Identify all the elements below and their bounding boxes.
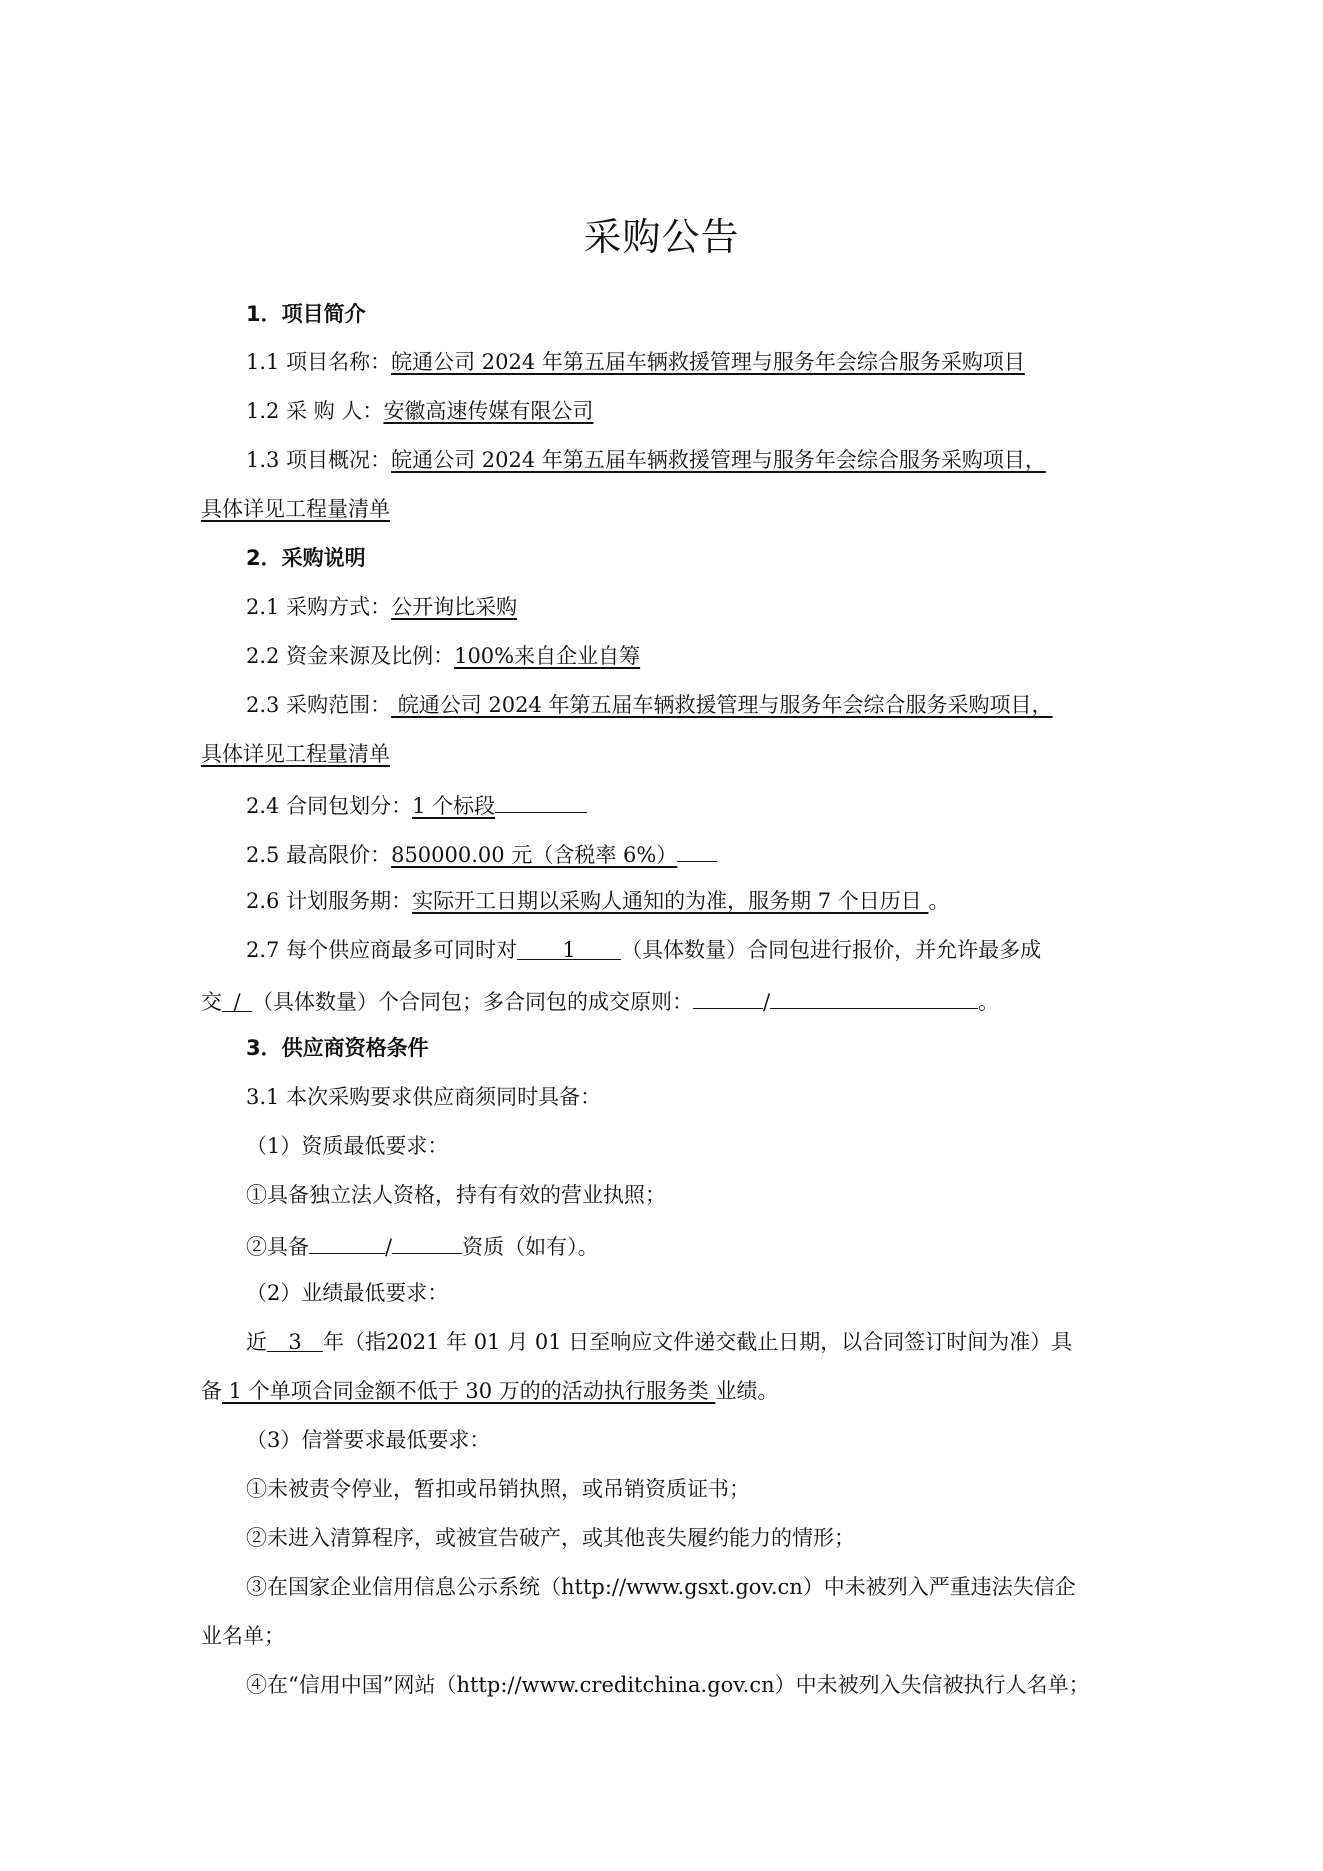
item-2-4-label: 2.4 合同包划分： <box>246 794 413 818</box>
req-1-b-text-b: 资质（如有）。 <box>462 1235 599 1259</box>
req-1-b <box>246 1229 599 1262</box>
item-2-5 <box>246 837 717 870</box>
section-heading-1: 1．项目简介 <box>246 302 366 326</box>
item-2-4-value: 1 个标段 <box>412 794 496 818</box>
item-1-3 <box>246 445 1046 475</box>
item-2-1 <box>246 592 517 622</box>
section-heading-2: 2．采购说明 <box>246 546 366 570</box>
item-2-2 <box>246 641 640 671</box>
page-title: 采购公告 <box>583 215 740 259</box>
req-2-text-b: 年（指2021 年 01 月 01 日至响应文件递交截止日期，以合同签订时间为准）具 <box>323 1330 1073 1354</box>
req-2-text-d: 业绩。 <box>715 1379 779 1403</box>
blank-line <box>392 1229 462 1254</box>
item-1-3-cont <box>201 494 390 524</box>
section-heading-3: 3．供应商资格条件 <box>246 1036 429 1060</box>
blank-line <box>309 1229 385 1254</box>
item-2-7-slash: / <box>763 990 771 1014</box>
item-2-7-cont <box>201 984 999 1017</box>
req-2-heading: （2）业绩最低要求： <box>246 1281 449 1305</box>
item-2-7-text-b: （具体数量）合同包进行报价，并允许最多成 <box>621 938 1042 962</box>
req-2-text-a: 近 <box>246 1330 267 1354</box>
item-2-7-count: 1 <box>517 935 621 960</box>
blank-line <box>770 984 978 1009</box>
item-2-6-end: 。 <box>928 889 950 913</box>
blank-line <box>677 837 717 862</box>
item-2-7 <box>246 935 1041 965</box>
item-2-3 <box>246 690 1053 720</box>
req-2-line-1 <box>246 1327 1072 1357</box>
item-1-2-label: 1.2 采 购 人： <box>246 399 384 423</box>
item-2-3-value: 皖通公司 2024 年第五届车辆救援管理与服务年会综合服务采购项目， <box>391 693 1053 717</box>
item-3-1: 3.1 本次采购要求供应商须同时具备： <box>246 1085 602 1109</box>
item-2-7-end: 。 <box>978 990 1000 1014</box>
item-2-3-label: 2.3 采购范围： <box>246 693 392 717</box>
item-2-2-value: 100%来自企业自筹 <box>454 644 641 668</box>
req-2-years: 3 <box>267 1327 323 1352</box>
item-2-6-label: 2.6 计划服务期： <box>246 889 413 913</box>
req-3-d: ④在“信用中国”网站（http://www.creditchina.gov.cn）中未被列入失信被执行人名单； <box>246 1673 1090 1697</box>
item-2-2-label: 2.2 资金来源及比例： <box>246 644 455 668</box>
item-2-7-text-d: （具体数量）个合同包；多合同包的成交原则： <box>252 990 693 1014</box>
item-1-3-label: 1.3 项目概况： <box>246 448 392 472</box>
item-1-1-value: 皖通公司 2024 年第五届车辆救援管理与服务年会综合服务采购项目 <box>391 350 1025 374</box>
item-2-6-value: 实际开工日期以采购人通知的为准，服务期 7 个日历日 <box>412 889 929 913</box>
item-2-7-text-c: 交 <box>201 990 222 1014</box>
req-3-a: ①未被责令停业，暂扣或吊销执照，或吊销资质证书； <box>246 1477 750 1501</box>
item-2-7-award-count: / <box>222 987 252 1012</box>
item-1-1-label: 1.1 项目名称： <box>246 350 392 374</box>
item-2-1-value: 公开询比采购 <box>391 595 518 619</box>
req-1-b-text-a: ②具备 <box>246 1235 309 1259</box>
blank-line <box>693 984 763 1009</box>
req-1-b-slash: / <box>385 1235 393 1259</box>
item-1-1 <box>246 347 1025 377</box>
blank-line <box>495 788 587 813</box>
req-1-heading: （1）资质最低要求： <box>246 1134 449 1158</box>
req-3-heading: （3）信誉要求最低要求： <box>246 1428 491 1452</box>
item-2-6 <box>246 886 949 916</box>
req-1-a: ①具备独立法人资格，持有有效的营业执照； <box>246 1183 666 1207</box>
req-2-line-2 <box>201 1376 778 1406</box>
req-3-b: ②未进入清算程序，或被宣告破产，或其他丧失履约能力的情形； <box>246 1526 855 1550</box>
item-2-1-label: 2.1 采购方式： <box>246 595 392 619</box>
item-2-4 <box>246 788 587 821</box>
req-2-text-c: 备 <box>201 1379 222 1403</box>
item-2-5-label: 2.5 最高限价： <box>246 843 392 867</box>
item-1-2-value: 安徽高速传媒有限公司 <box>383 399 594 423</box>
req-3-c-cont: 业名单； <box>201 1624 285 1648</box>
item-2-3-cont <box>201 739 390 769</box>
req-3-c: ③在国家企业信用信息公示系统（http://www.gsxt.gov.cn）中未被列入严重违法失信企 <box>246 1575 1076 1599</box>
item-2-3-value-cont: 具体详见工程量清单 <box>201 742 390 766</box>
item-1-3-value: 皖通公司 2024 年第五届车辆救援管理与服务年会综合服务采购项目， <box>391 448 1046 472</box>
item-1-3-value-cont: 具体详见工程量清单 <box>201 497 390 521</box>
req-2-value: 1 个单项合同金额不低于 30 万的的活动执行服务类 <box>222 1379 716 1403</box>
item-2-7-text-a: 2.7 每个供应商最多可同时对 <box>246 938 518 962</box>
item-1-2 <box>246 396 593 426</box>
item-2-5-value: 850000.00 元（含税率 6%） <box>391 843 678 867</box>
